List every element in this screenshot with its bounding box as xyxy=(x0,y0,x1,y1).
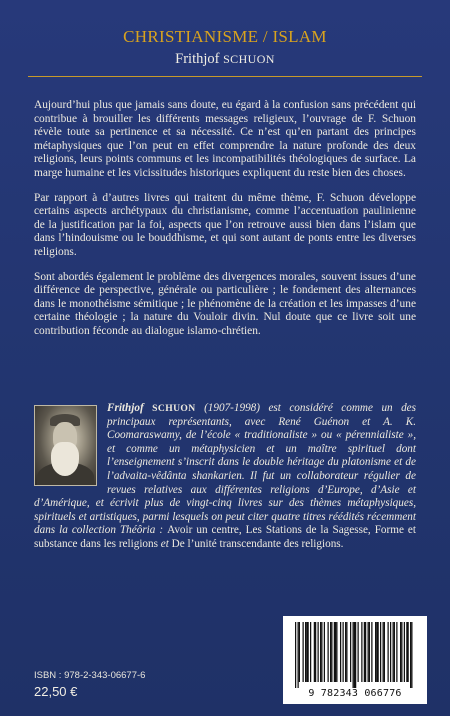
book-title: CHRISTIANISME / ISLAM xyxy=(123,27,327,46)
author-biography xyxy=(34,402,416,552)
author-last-name: SCHUON xyxy=(223,52,275,66)
bio-titles-1: Avoir un centre, Les Stations de la Sagesse, Forme et substance dans les religions xyxy=(34,524,416,550)
author-first-name: Frithjof xyxy=(175,51,224,67)
bio-titles-2: De l’unité transcendante des religions. xyxy=(171,537,344,550)
book-description xyxy=(34,99,416,350)
header-divider xyxy=(28,76,422,77)
description-paragraph-1: Aujourd’hui plus que jamais sans doute, eu égard à la confusion sans précédent qui contribue à brouiller les différents messages religieux, l’ouvrage de F. Schuon révèle toute sa pertinence et sa nécessité. Ce n’est qu’en partant des principes métaphysiques que l’on peut en effet comprendre la nature profonde des deux religions, leurs points communs et les incompatibilités théologiques de surface. La marge humaine et les vicissitudes historiques expliquent du reste bien des choses. xyxy=(34,99,416,179)
price: 22,50 € xyxy=(34,684,78,699)
description-paragraph-3: Sont abordés également le problème des divergences morales, souvent issues d’une différence de perspective, générale ou particulière ; le fondement des alternances dans le monothéisme sémitique ; le phénomène de la création et les impasses d’une certaine théologie ; la nature du Vouloir divin. Nul doute que ce livre soit une contribution féconde au dialogue islamo-chrétien. xyxy=(34,270,416,337)
author-photo xyxy=(34,405,97,486)
author-name xyxy=(0,51,450,68)
bio-conjunction: et xyxy=(157,537,172,550)
barcode xyxy=(283,616,427,704)
barcode-bars xyxy=(283,616,427,688)
bio-name-first: Frithjof xyxy=(107,402,153,414)
barcode-digits: 9 782343 066776 xyxy=(308,688,402,699)
isbn: ISBN : 978-2-343-06677-6 xyxy=(34,670,146,681)
bio-name-last: SCHUON xyxy=(152,403,196,414)
bio-text: (1907-1998) est considéré comme un des principaux représentants, avec René Guénon et A. K. Coomaraswamy, de l’école « traditionaliste » ou « pérennialiste », et comme un métaphysicien et un maître spirituel dont l’enseignement s’inscrit dans le double héritage du platonisme et de l’advaita-vêdânta shankarien. Il fut un collaborateur régulier de revues relatives aux différentes religions d’Europe, d’Asie et d’Amérique, et écrivit plus de vingt-cinq livres sur des thèmes métaphysiques, spirituels et artistiques, parmi lesquels on peut citer quatre titres réédités récemment dans la collection Théôria : xyxy=(34,402,416,537)
description-paragraph-2: Par rapport à d’autres livres qui traitent du même thème, F. Schuon développe certains aspects archétypaux du christianisme, comme l’accentuation paulinienne de la justification par la foi, aspects que l’on retrouve aussi bien dans l’islam que dans l’hindouisme ou le bouddhisme, et qui sont autant de ponts entre les diverses religions. xyxy=(34,191,416,258)
